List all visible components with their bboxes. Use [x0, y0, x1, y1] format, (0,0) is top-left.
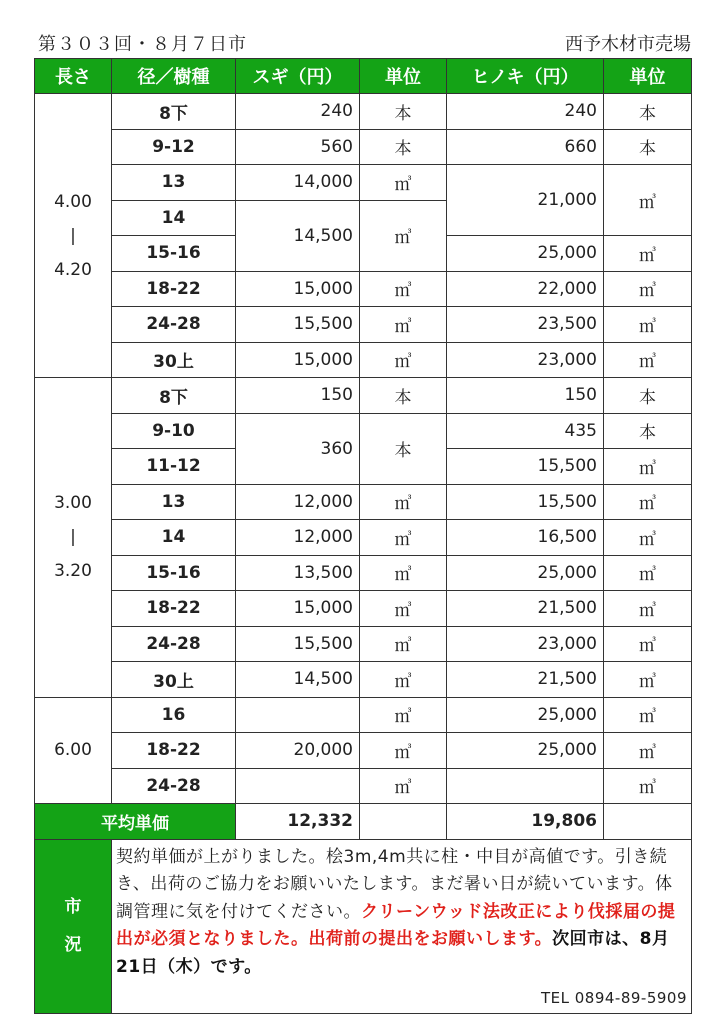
sugi-unit: 本 [360, 413, 447, 484]
table-row [35, 697, 692, 733]
sugi-price: 12,000 [236, 520, 360, 556]
hinoki-price: 25,000 [447, 236, 604, 272]
hinoki-price: 15,500 [447, 449, 604, 485]
hinoki-price: 15,500 [447, 484, 604, 520]
hinoki-price [447, 768, 604, 804]
diameter-cell: 8下 [112, 94, 236, 130]
phone-number: TEL 0894-89-5909 [540, 989, 687, 1007]
hinoki-price: 16,500 [447, 520, 604, 556]
diameter-cell: 15-16 [112, 236, 236, 272]
diameter-cell: 8下 [112, 378, 236, 414]
diameter-cell: 16 [112, 697, 236, 733]
diameter-cell: 30上 [112, 662, 236, 698]
sugi-price: 15,500 [236, 626, 360, 662]
sugi-unit: ㎥ [360, 200, 447, 271]
sugi-unit: ㎥ [360, 520, 447, 556]
report-red: クリーンウッド法改正により伐採届の提出が必須となりました。出荷前の提出をお願いします。 [116, 901, 676, 949]
hinoki-unit: ㎥ [604, 520, 692, 556]
sugi-unit: ㎥ [360, 555, 447, 591]
report-normal: 契約単価が上がりました。桧3m,4m共に柱・中目が高値です。引き続き、出荷のご協力をお願いいたします。まだ暑い日が続いています。体調管理に気を付けてください。 [116, 846, 673, 922]
hinoki-price: 435 [447, 413, 604, 449]
sugi-price: 15,000 [236, 342, 360, 378]
length-dash: | [70, 527, 76, 548]
sugi-unit: ㎥ [360, 697, 447, 733]
diameter-cell: 30上 [112, 342, 236, 378]
sugi-price: 360 [236, 413, 360, 484]
hinoki-unit: ㎥ [604, 449, 692, 485]
hinoki-unit: ㎥ [604, 484, 692, 520]
hinoki-price: 22,000 [447, 271, 604, 307]
table-row [35, 342, 692, 378]
average-label: 平均単価 [35, 804, 236, 840]
diameter-cell: 11-12 [112, 449, 236, 485]
hinoki-unit: ㎥ [604, 342, 692, 378]
hinoki-unit: 本 [604, 378, 692, 414]
hinoki-unit: ㎥ [604, 768, 692, 804]
diameter-cell: 24-28 [112, 626, 236, 662]
hinoki-unit: 本 [604, 129, 692, 165]
hinoki-unit: ㎥ [604, 662, 692, 698]
diameter-cell: 24-28 [112, 307, 236, 343]
sugi-unit: ㎥ [360, 342, 447, 378]
sugi-unit: 本 [360, 94, 447, 130]
hinoki-price: 21,500 [447, 662, 604, 698]
hinoki-unit: ㎥ [604, 733, 692, 769]
length-cell [35, 697, 112, 804]
header-row [35, 59, 692, 94]
price-table [34, 58, 692, 1014]
hinoki-unit: ㎥ [604, 236, 692, 272]
sugi-unit: ㎥ [360, 768, 447, 804]
sugi-price: 12,000 [236, 484, 360, 520]
length-dash: | [70, 225, 76, 246]
table-row [35, 413, 692, 449]
hinoki-price: 25,000 [447, 733, 604, 769]
table-row [35, 271, 692, 307]
diameter-cell: 18-22 [112, 271, 236, 307]
sugi-unit: ㎥ [360, 591, 447, 627]
diameter-cell: 24-28 [112, 768, 236, 804]
average-hinoki: 19,806 [447, 804, 604, 840]
sugi-price: 15,500 [236, 307, 360, 343]
col-length: 長さ [35, 59, 112, 94]
sugi-price: 13,500 [236, 555, 360, 591]
market-report-text [112, 839, 692, 1013]
sugi-price: 240 [236, 94, 360, 130]
sugi-price: 20,000 [236, 733, 360, 769]
hinoki-price: 23,500 [447, 307, 604, 343]
table-row [35, 129, 692, 165]
hinoki-price: 21,500 [447, 591, 604, 627]
hinoki-unit: ㎥ [604, 591, 692, 627]
sugi-price [236, 768, 360, 804]
sugi-unit: ㎥ [360, 307, 447, 343]
hinoki-unit: ㎥ [604, 307, 692, 343]
length-cell [35, 378, 112, 698]
table-row [35, 626, 692, 662]
hinoki-unit: ㎥ [604, 165, 692, 236]
col-sugi-unit: 単位 [360, 59, 447, 94]
report-next-market: 次回市は、8月21日（木）です。 [116, 929, 670, 977]
sugi-unit: 本 [360, 378, 447, 414]
table-row [35, 484, 692, 520]
hinoki-price: 23,000 [447, 626, 604, 662]
length-cell [35, 94, 112, 378]
sugi-price: 15,000 [236, 591, 360, 627]
sugi-price: 14,500 [236, 662, 360, 698]
length-bottom: 4.20 [54, 259, 92, 280]
diameter-cell: 13 [112, 165, 236, 201]
average-blank [360, 804, 447, 840]
sugi-unit: 本 [360, 129, 447, 165]
table-row [35, 378, 692, 414]
col-hinoki-unit: 単位 [604, 59, 692, 94]
average-row [35, 804, 692, 840]
diameter-cell: 14 [112, 520, 236, 556]
diameter-cell: 9-12 [112, 129, 236, 165]
sugi-price: 14,500 [236, 200, 360, 271]
col-diameter: 径／樹種 [112, 59, 236, 94]
market-report-row [35, 839, 692, 1013]
average-sugi: 12,332 [236, 804, 360, 840]
sugi-unit: ㎥ [360, 626, 447, 662]
average-blank [604, 804, 692, 840]
sugi-price: 14,000 [236, 165, 360, 201]
table-row [35, 165, 692, 201]
table-row [35, 768, 692, 804]
sugi-unit: ㎥ [360, 733, 447, 769]
hinoki-price: 150 [447, 378, 604, 414]
hinoki-price: 25,000 [447, 697, 604, 733]
market-name: 西予木材市売場 [565, 34, 691, 55]
sugi-unit: ㎥ [360, 484, 447, 520]
hinoki-price: 660 [447, 129, 604, 165]
sugi-unit: ㎥ [360, 165, 447, 201]
col-sugi: スギ（円） [236, 59, 360, 94]
table-row [35, 733, 692, 769]
sugi-price [236, 697, 360, 733]
hinoki-unit: ㎥ [604, 697, 692, 733]
table-row [35, 555, 692, 591]
hinoki-price: 23,000 [447, 342, 604, 378]
length-top: 4.00 [54, 191, 92, 212]
sugi-price: 15,000 [236, 271, 360, 307]
hinoki-price: 25,000 [447, 555, 604, 591]
length-top: 6.00 [54, 740, 92, 761]
sugi-unit: ㎥ [360, 271, 447, 307]
sugi-price: 560 [236, 129, 360, 165]
table-row [35, 662, 692, 698]
sugi-price: 150 [236, 378, 360, 414]
table-row [35, 307, 692, 343]
col-hinoki: ヒノキ（円） [447, 59, 604, 94]
length-bottom: 3.20 [54, 561, 92, 582]
hinoki-price: 21,000 [447, 165, 604, 236]
auction-title: 第３０３回・８月７日市 [38, 34, 247, 55]
hinoki-price: 240 [447, 94, 604, 130]
diameter-cell: 18-22 [112, 733, 236, 769]
hinoki-unit: 本 [604, 94, 692, 130]
diameter-cell: 9-10 [112, 413, 236, 449]
market-report-label: 市 況 [35, 839, 112, 1013]
hinoki-unit: ㎥ [604, 555, 692, 591]
length-top: 3.00 [54, 493, 92, 514]
hinoki-unit: ㎥ [604, 271, 692, 307]
table-row [35, 94, 692, 130]
table-row [35, 591, 692, 627]
sugi-unit: ㎥ [360, 662, 447, 698]
diameter-cell: 14 [112, 200, 236, 236]
diameter-cell: 18-22 [112, 591, 236, 627]
diameter-cell: 13 [112, 484, 236, 520]
table-row [35, 520, 692, 556]
diameter-cell: 15-16 [112, 555, 236, 591]
hinoki-unit: ㎥ [604, 626, 692, 662]
hinoki-unit: 本 [604, 413, 692, 449]
